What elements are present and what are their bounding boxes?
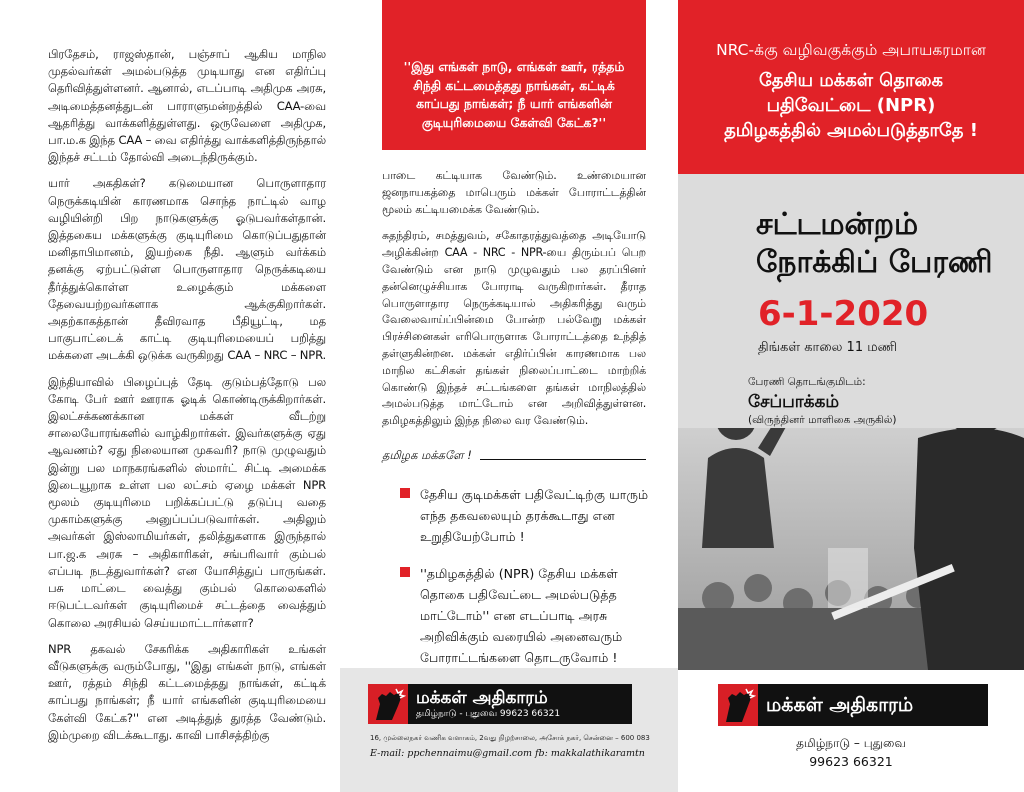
- org-name-block: [408, 684, 632, 724]
- venue-name: சேப்பாக்கம்: [748, 392, 840, 412]
- org-logo: [368, 684, 632, 724]
- bullet-square-icon: [400, 488, 410, 498]
- bullet-text: தேசிய குடிமக்கள் பதிவேட்டிற்கு யாரும் எந்த தகவலையும் தரக்கூடாது என உறுதியேற்போம் !: [420, 487, 649, 544]
- header-line-1: NRC-க்கு வழிவகுக்கும் அபாயகரமான: [716, 41, 986, 59]
- rally-line-1: சட்டமன்றம்: [756, 207, 919, 242]
- rally-line-2: நோக்கிப் பேரணி: [756, 245, 993, 280]
- bullet-square-icon: [400, 567, 410, 577]
- protest-photo: [678, 428, 1024, 670]
- venue-label: பேரணி தொடங்குமிடம்:: [748, 376, 866, 388]
- middle-text: [382, 168, 646, 440]
- org-name-block: [758, 684, 988, 726]
- org-logo: [718, 684, 988, 726]
- raised-fist-icon: [368, 684, 408, 724]
- list-item: [400, 484, 650, 547]
- contact-info: E-mail: ppchennaimu@gmail.com fb: makkalathikaramtn: [370, 748, 645, 759]
- rally-section: [678, 174, 1024, 670]
- org-name: மக்கள் அதிகாரம்: [416, 688, 548, 708]
- left-paragraph-3: இந்தியாவில் பிழைப்புத் தேடி குடும்பத்தோடு பல கோடி பேர் ஊர் ஊராக ஓடிக் கொண்டிருக்கிறார்கள். இலட்சக்கணக்கான மக்கள் வீடற்று சாலையோரங்களில் வாழ்கிறார்கள். இவர்களுக்கு ஏது ஆவணம்? ஏது நிலையான முகவரி? நாடு முழுவதும் இன்று பல மாநகரங்களில் ஸ்மார்ட் சிட்டி அமைக்க இடையூறாக உள்ள பல லட்சம் ஏழை மக்கள் NPR மூலம் குடியுரிமை பறிக்கப்பட்டு தடுப்பு வதை முகாம்களுக்கு அனுப்பப்படுவார்கள். அதிலும் அவர்கள் இஸ்லாமியர்கள், தலித்துகளாக இருந்தால் பா.ஜ.க அரசு – அதிகாரிகள், சங்பரிவார் கும்பல் எப்படி நடத்துவார்கள்? என யோசித்துப் பாருங்கள். பசு மாட்டை வைத்து கும்பல் கொலைகளில் ஈடுபட்டவர்கள் குடியுரிமைச் சட்டத்தை வைத்தும் கொலை அரசியல் செய்யமாட்டார்களா?: [48, 374, 326, 630]
- left-paragraph-4: NPR தகவல் சேகரிக்க அதிகாரிகள் உங்கள் வீடுகளுக்கு வரும்போது, ''இது எங்கள் நாடு, எங்கள் ஊர், ரத்தம் சிந்தி கட்டமைத்தது நாங்கள், கட்டிக் காப்பது நாங்கள்; நீ யார் எங்களின் குடியுரிமையை கேள்வி கேட்க?'' என அடித்துத் துரத்த வேண்டும். இம்முறை விடக்கூடாது. காவி பாசிசத்திற்கு: [48, 641, 326, 742]
- list-item: [400, 563, 650, 668]
- venue-subtitle: (விருந்தினர் மாளிகை அருகில்): [748, 414, 897, 426]
- pledge-list: [400, 484, 650, 684]
- address: 16, முல்லைநகர் வணிக வளாகம், 2வது நிழற்சாலை, அசோக் நகர், சென்னை – 600 083: [370, 734, 650, 742]
- middle-paragraph-2: சுதந்திரம், சமத்துவம், சகோதரத்துவத்தை அடியோடு அழிக்கின்ற CAA - NRC - NPR-யை திரும்பப் பெற வேண்டும் என நாடு முழுவதும் பல தரப்பினர் தன்னெழுச்சியாக போராடி வருகிறார்கள். தீராத பொருளாதார நெருக்கடியால் அதிகரித்து வரும் வேலைவாய்ப்பின்மை போன்ற பல்வேறு மக்கள் பிரச்சினைகள் எரிபொருளாக போராட்டத்தை உந்தித் தள்ளுகின்றன. மக்கள் எதிர்ப்பின் காரணமாக பல மாநில கட்சிகள் தங்கள் நிலைப்பாட்டை மாற்றிக் கொண்டு இந்தச் சட்டங்களை தங்கள் மாநிலத்தில் அமல்படுத்த மாட்டோம் என அறிவித்துள்ளன. தமிழகத்திலும் இந்த நிலை வர வேண்டும்.: [382, 229, 646, 428]
- org-name: மக்கள் அதிகாரம்: [766, 694, 914, 716]
- bullet-text: ''தமிழகத்தில் (NPR) தேசிய மக்கள் தொகை பதிவேட்டை அமல்படுத்த மாட்டோம்'' என எடப்பாடி அரசு அறிவிக்கும் வரையில் அனைவரும் போராட்டங்களை தொடருவோம் !: [420, 566, 623, 665]
- header-line-2: தேசிய மக்கள் தொகை: [758, 70, 943, 91]
- org-sub: தமிழ்நாடு - புதுவை 99623 66321: [416, 709, 561, 719]
- middle-paragraph-1: பாடை கட்டியாக வேண்டும். உண்மையான ஜனநாயகத்தை மாபெரும் மக்கள் போராட்டத்தின் மூலம் கட்டியமைக்க வேண்டும்.: [382, 169, 646, 216]
- header-line-3: பதிவேட்டை (NPR): [766, 95, 936, 116]
- rally-title: [756, 206, 993, 282]
- left-paragraph-2: யார் அகதிகள்? கடுமையான பொருளாதார நெருக்கடியின் காரணமாக சொந்த நாட்டில் வாழ வழியின்றி பிற நாடுகளுக்கு ஓடுபவர்கள்தான். இத்தகைய மக்களுக்கு குடியுரிமை கொடுப்பதுதான் மனிதாபிமானம், இயற்கை நீதி. ஆளும் வர்க்கம் தனக்கு ஏற்பட்டுள்ள பொருளாதார நெருக்கடியை தீர்த்துக்கொள்ள உழைக்கும் மக்களை தேவையற்றவர்களாக ஆக்குகிறார்கள். அதற்காகத்தான் தீவிரவாத பீதியூட்டி, மத பாகுபாட்டைக் காட்டி குடியுரிமையைப் பறித்து மக்களை அடக்கி ஒடுக்க வருகிறது CAA – NRC – NPR.: [48, 176, 326, 363]
- cover-footer: [678, 670, 1024, 792]
- quote-box: ''இது எங்கள் நாடு, எங்கள் ஊர், ரத்தம் சிந்தி கட்டமைத்தது நாங்கள், கட்டிக் காப்பது நாங்கள்; நீ யார் எங்களின் குடியுரிமையை கேள்வி கேட்க?'': [382, 0, 646, 150]
- middle-footer: [340, 668, 678, 792]
- org-phone: 99623 66321: [809, 754, 893, 769]
- rally-date: 6-1-2020: [758, 294, 929, 334]
- tn-people-heading: [382, 448, 646, 464]
- right-column: [678, 0, 1024, 792]
- tn-people-label: தமிழக மக்களே !: [382, 448, 472, 462]
- left-paragraph-1: பிரதேசம், ராஜஸ்தான், பஞ்சாப் ஆகிய மாநில முதல்வர்கள் அமல்படுத்த முடியாது என எதிர்ப்பு தெரிவித்துள்ளனர். ஆனால், எடப்பாடி அதிமுக அரசு, அடிமைத்தனத்துடன் பாராளுமன்றத்தில் CAA-வை ஆதரித்து வாக்களித்துள்ளது. ஒருவேளை அதிமுக, பா.ம.க இந்த CAA – வை எதிர்த்து வாக்களித்திருந்தால் இந்தச் சட்டம் தோல்வி அடைந்திருக்கும்.: [48, 47, 327, 165]
- raised-fist-icon: [718, 684, 758, 726]
- divider-line: [480, 452, 646, 460]
- middle-column: [340, 0, 678, 792]
- rally-time: திங்கள் காலை 11 மணி: [758, 340, 898, 355]
- left-column: [0, 0, 340, 792]
- org-state: தமிழ்நாடு – புதுவை: [796, 736, 906, 750]
- header-line-4: தமிழகத்தில் அமல்படுத்தாதே !: [724, 120, 978, 141]
- cover-header: [678, 0, 1024, 174]
